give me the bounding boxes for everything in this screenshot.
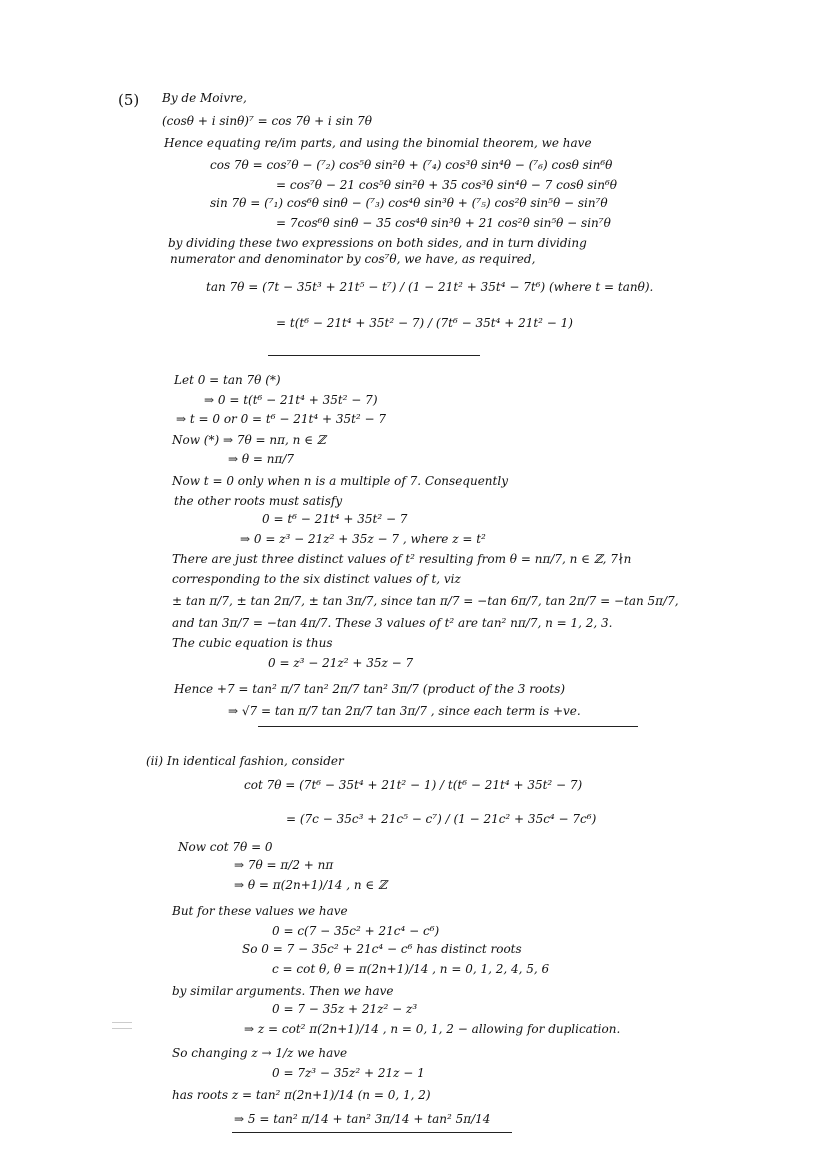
work-line: Now cot 7θ = 0: [178, 840, 273, 854]
work-line: 0 = c(7 − 35c² + 21c⁴ − c⁶): [272, 924, 440, 938]
demoivre-identity: (cosθ + i sinθ)⁷ = cos 7θ + i sin 7θ: [162, 114, 372, 128]
final-result: ⇒ 5 = tan² π/14 + tan² 3π/14 + tan² 5π/14: [234, 1112, 491, 1126]
result-line: ⇒ √7 = tan π/7 tan 2π/7 tan 3π/7 , since each term is +ve.: [228, 704, 581, 718]
part-ii-heading: (ii) In identical fashion, consider: [146, 754, 344, 768]
cot-formula-2: = (7c − 35c³ + 21c⁵ − c⁷) / (1 − 21c² + 35c⁴ − 7c⁶): [286, 812, 597, 826]
text-line: But for these values we have: [172, 904, 348, 918]
cos-expansion-2: = cos⁷θ − 21 cos⁵θ sin²θ + 35 cos³θ sin⁴θ − 7 cosθ sin⁶θ: [276, 178, 618, 192]
text-line: There are just three distinct values of t² resulting from θ = nπ/7, n ∈ ℤ, 7∤n: [172, 552, 632, 566]
text-line: numerator and denominator by cos⁷θ, we have, as required,: [170, 252, 536, 266]
work-line: ⇒ t = 0 or 0 = t⁶ − 21t⁴ + 35t² − 7: [176, 412, 387, 426]
work-line: ⇒ 7θ = π/2 + nπ: [234, 858, 334, 872]
work-line: ⇒ θ = π(2n+1)/14 , n ∈ ℤ: [234, 878, 387, 892]
work-line: ⇒ θ = nπ/7: [228, 452, 295, 466]
text-line: and tan 3π/7 = −tan 4π/7. These 3 values of t² are tan² nπ/7, n = 1, 2, 3.: [172, 616, 613, 630]
question-number: (5): [118, 91, 140, 109]
divider-rule: [268, 355, 480, 356]
work-line: 0 = t⁶ − 21t⁴ + 35t² − 7: [262, 512, 408, 526]
text-line: by dividing these two expressions on both sides, and in turn dividing: [168, 236, 587, 250]
tan-formula-factored: = t(t⁶ − 21t⁴ + 35t² − 7) / (7t⁶ − 35t⁴ + 21t² − 1): [276, 316, 573, 330]
work-line: c = cot θ, θ = π(2n+1)/14 , n = 0, 1, 2, 4, 5, 6: [272, 962, 550, 976]
work-line: Let 0 = tan 7θ (*): [174, 373, 281, 387]
work-line: ⇒ z = cot² π(2n+1)/14 , n = 0, 1, 2 − allowing for duplication.: [244, 1022, 621, 1036]
intro-line: By de Moivre,: [162, 91, 247, 105]
work-line: has roots z = tan² π(2n+1)/14 (n = 0, 1, 2): [172, 1088, 431, 1102]
work-line: So 0 = 7 − 35c² + 21c⁴ − c⁶ has distinct roots: [242, 942, 522, 956]
work-line: ⇒ 0 = t(t⁶ − 21t⁴ + 35t² − 7): [204, 393, 378, 407]
text-line: Now t = 0 only when n is a multiple of 7. Consequently: [172, 474, 508, 488]
text-line: The cubic equation is thus: [172, 636, 333, 650]
cubic-equation: 0 = z³ − 21z² + 35z − 7: [268, 656, 414, 670]
scan-margin-mark: [112, 1022, 132, 1023]
result-rule: [258, 726, 638, 727]
cot-formula: cot 7θ = (7t⁶ − 35t⁴ + 21t² − 1) / t(t⁶ − 21t⁴ + 35t² − 7): [244, 778, 583, 792]
text-line: corresponding to the six distinct values of t, viz: [172, 572, 461, 586]
text-line: ± tan π/7, ± tan 2π/7, ± tan 3π/7, since tan π/7 = −tan 6π/7, tan 2π/7 = −tan 5π/7,: [172, 594, 679, 608]
scan-margin-mark: [112, 1028, 132, 1029]
work-line: 0 = 7 − 35z + 21z² − z³: [272, 1002, 418, 1016]
hence-line: Hence +7 = tan² π/7 tan² 2π/7 tan² 3π/7 (product of the 3 roots): [174, 682, 566, 696]
text-line: Hence equating re/im parts, and using the binomial theorem, we have: [164, 136, 592, 150]
cos-expansion: cos 7θ = cos⁷θ − (⁷₂) cos⁵θ sin²θ + (⁷₄) cos³θ sin⁴θ − (⁷₆) cosθ sin⁶θ: [210, 158, 613, 172]
work-line: ⇒ 0 = z³ − 21z² + 35z − 7 , where z = t²: [240, 532, 486, 546]
work-line: 0 = 7z³ − 35z² + 21z − 1: [272, 1066, 425, 1080]
sin-expansion-2: = 7cos⁶θ sinθ − 35 cos⁴θ sin³θ + 21 cos²θ sin⁵θ − sin⁷θ: [276, 216, 611, 230]
text-line: the other roots must satisfy: [174, 494, 343, 508]
tan-formula: tan 7θ = (7t − 35t³ + 21t⁵ − t⁷) / (1 − 21t² + 35t⁴ − 7t⁶) (where t = tanθ).: [206, 280, 654, 294]
final-rule: [232, 1132, 512, 1133]
text-line: So changing z → 1/z we have: [172, 1046, 348, 1060]
work-line: Now (*) ⇒ 7θ = nπ, n ∈ ℤ: [172, 433, 326, 447]
sin-expansion: sin 7θ = (⁷₁) cos⁶θ sinθ − (⁷₃) cos⁴θ sin³θ + (⁷₅) cos²θ sin⁵θ − sin⁷θ: [210, 196, 608, 210]
text-line: by similar arguments. Then we have: [172, 984, 394, 998]
